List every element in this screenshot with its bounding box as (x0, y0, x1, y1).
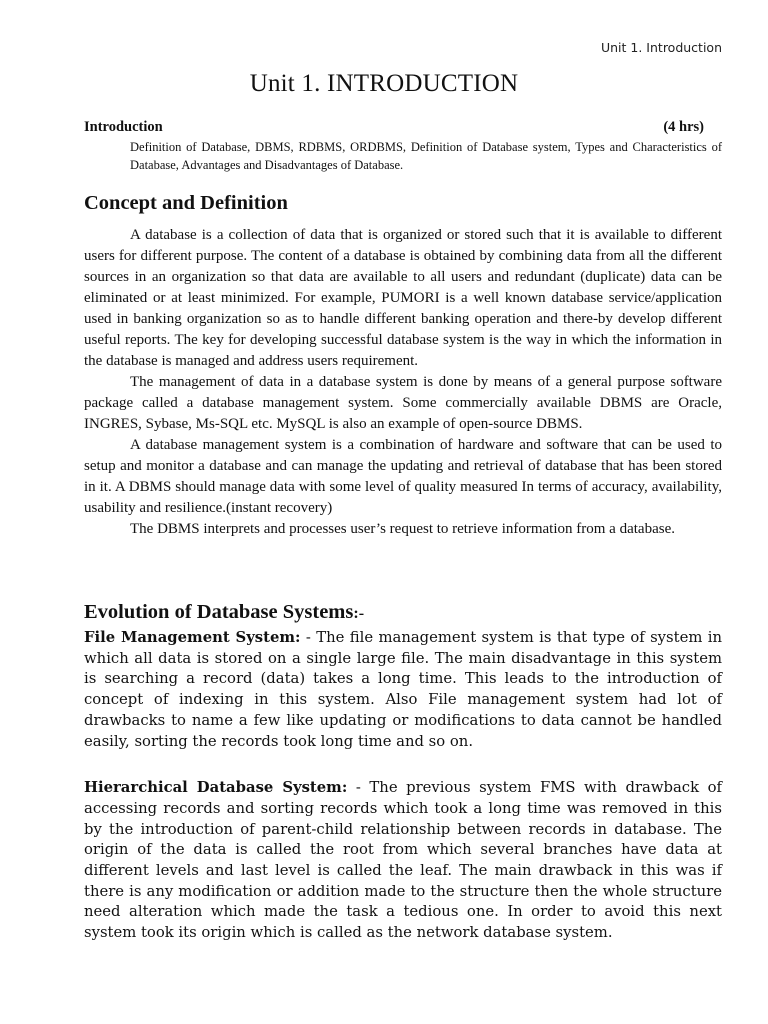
page-title: Unit 1. INTRODUCTION (249, 70, 519, 97)
fms-paragraph (84, 628, 722, 752)
concept-paragraph: The DBMS interprets and processes user’s request to retrieve information from a database. (130, 521, 675, 537)
evolution-heading-suffix: :- (353, 605, 365, 622)
running-header: Unit 1. Introduction (600, 40, 722, 55)
intro-label: Introduction (84, 119, 163, 135)
intro-row (84, 119, 722, 136)
concept-paragraph: The management of data in a database system is done by means of a general purpose software package called a database management system. Some commercially available DBMS are Oracle, INGRES, Sybase, Ms-SQL etc. MySQL is also an example of open-source DBMS. (84, 374, 722, 432)
intro-section (84, 119, 722, 174)
evolution-section (84, 601, 722, 944)
evolution-heading-text: Evolution of Database Systems (84, 601, 354, 623)
concept-paragraph: A database management system is a combination of hardware and software that can be used to setup and monitor a database and can manage the updating and retrieval of database that has been stored in it. A DBMS should manage data with some level of quality measured In terms of accuracy, availability, usability and resilience.(instant recovery) (84, 437, 722, 516)
hierarchical-dash: - (347, 779, 370, 797)
hierarchical-paragraph (84, 778, 722, 944)
concept-paragraph: A database is a collection of data that is organized or stored such that it is available to different users for different purpose. The content of a database is obtained by combining data from all the different sources in an organization so that data are available to all users and redundant (duplicate) data can be eliminated or at least minimized. For example, PUMORI is a well known database service/application used in banking organization so as to handle different banking operation and there-by develop different useful reports. The key for developing successful database system is the way in which the information in the database is managed and address users requirement. (84, 227, 722, 369)
intro-description: Definition of Database, DBMS, RDBMS, ORDBMS, Definition of Database system, Types and Characteristics of Database, Advantages and Disadvantages of Database. (130, 140, 722, 172)
evolution-heading (84, 601, 722, 624)
hierarchical-label: Hierarchical Database System: (84, 779, 348, 797)
concept-section (84, 192, 722, 540)
fms-dash: - (300, 629, 317, 646)
intro-hours: (4 hrs) (663, 119, 704, 135)
concept-heading: Concept and Definition (84, 192, 288, 214)
hierarchical-text: The previous system FMS with drawback of accessing records and sorting records which took a long time was removed in this by the introduction of parent-child relationship between records in database. The origin of the data is called the root from which several branches have data at different levels and last level is called the leaf. The main drawback in this was if there is any modification or addition made to the structure then the whole structure need alteration which made the task a tedious one. In order to avoid this next system took its origin which is called as the network database system. (84, 779, 722, 942)
fms-text: The file management system is that type of system in which all data is stored on a single large file. The main disadvantage in this system is searching a record (data) takes a long time. This leads to the introduction of concept of indexing in this system. Also File management system had lot of drawbacks to name a few like updating or modifications to data cannot be handled easily, sorting the records took long time and so on. (84, 629, 722, 750)
fms-label: File Management System: (84, 629, 301, 646)
